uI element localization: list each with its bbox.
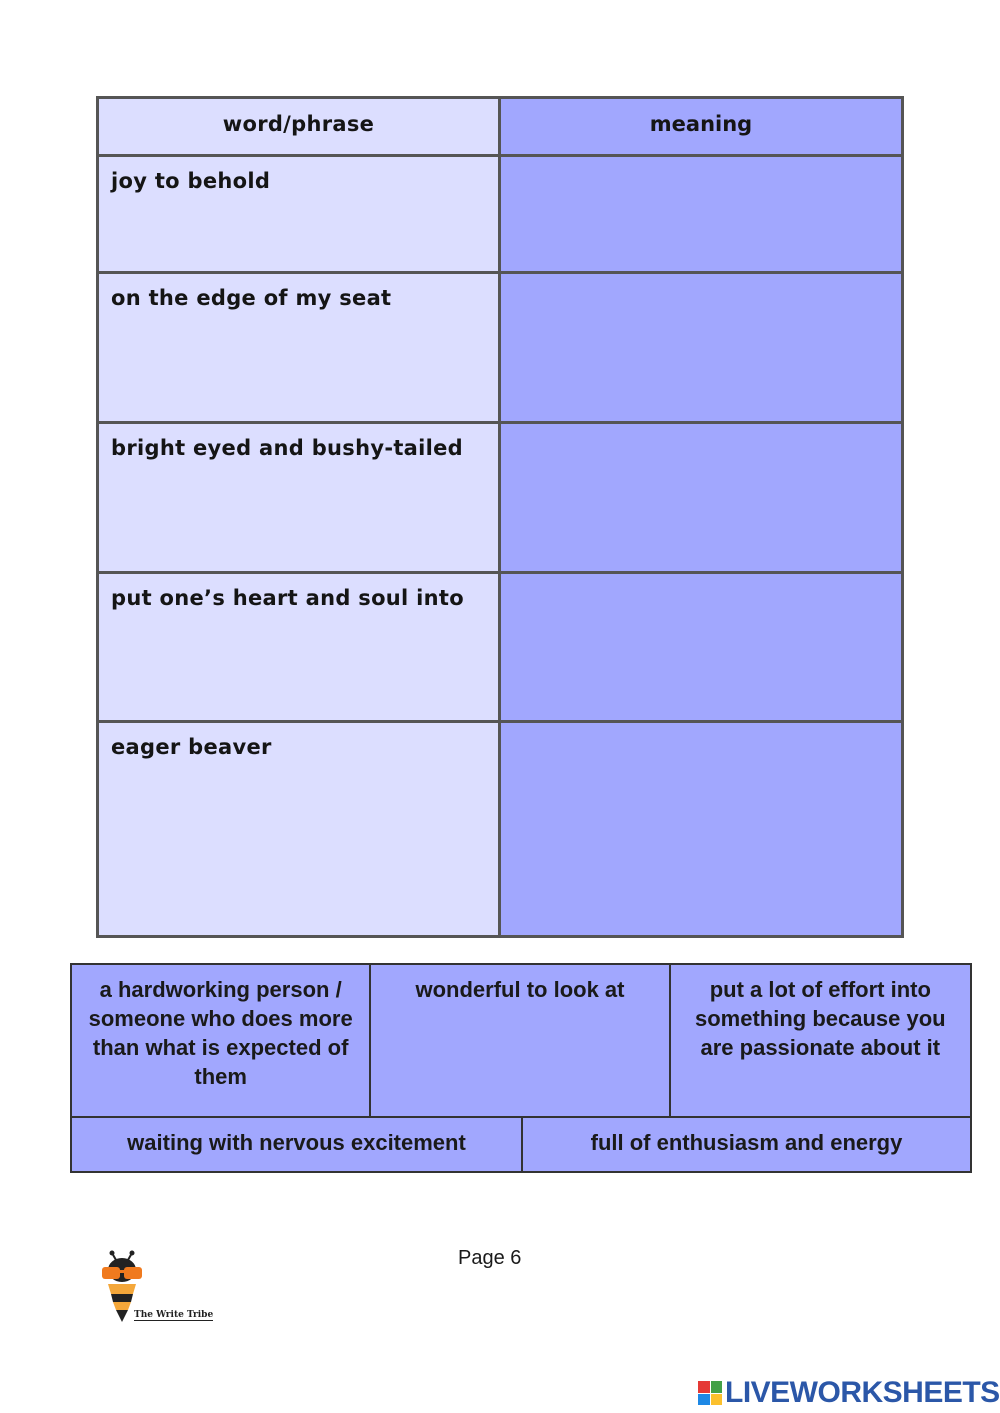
phrase-meaning-table — [96, 96, 904, 938]
answer-bank-row — [72, 1118, 970, 1171]
table-row — [99, 274, 901, 424]
phrase-cell: joy to behold — [99, 157, 501, 271]
answer-chip[interactable]: waiting with nervous excitement — [72, 1118, 523, 1171]
answer-bank — [70, 963, 972, 1173]
meaning-drop-zone[interactable] — [501, 424, 901, 571]
brand-name: LIVEWORKSHEETS — [725, 1376, 1000, 1409]
answer-chip[interactable]: a hardworking person / someone who does more than what is expected of them — [72, 965, 371, 1116]
phrase-cell: bright eyed and bushy-tailed — [99, 424, 501, 571]
answer-chip[interactable]: wonderful to look at — [371, 965, 670, 1116]
table-row — [99, 424, 901, 574]
answer-chip[interactable]: put a lot of effort into something because you are passionate about it — [695, 977, 946, 1060]
meaning-drop-zone[interactable] — [501, 157, 901, 271]
meaning-drop-zone[interactable] — [501, 574, 901, 720]
page-number: Page 6 — [458, 1247, 522, 1269]
phrase-cell: eager beaver — [99, 723, 501, 935]
phrase-cell: put one’s heart and soul into — [99, 574, 501, 720]
answer-chip[interactable]: full of enthusiasm and energy — [590, 1130, 903, 1155]
meaning-drop-zone[interactable] — [501, 723, 901, 935]
table-row — [99, 157, 901, 274]
logo-text: The Write Tribe — [134, 1310, 214, 1320]
header-meaning: meaning — [501, 99, 901, 154]
table-header-row — [99, 99, 901, 157]
meaning-drop-zone[interactable] — [501, 274, 901, 421]
table-row — [99, 723, 901, 935]
liveworksheets-logo-icon — [698, 1381, 722, 1405]
phrase-cell: on the edge of my seat — [99, 274, 501, 421]
answer-bank-row — [72, 965, 970, 1118]
table-row — [99, 574, 901, 723]
header-word-phrase: word/phrase — [99, 99, 501, 154]
liveworksheets-brand — [698, 1376, 1000, 1410]
